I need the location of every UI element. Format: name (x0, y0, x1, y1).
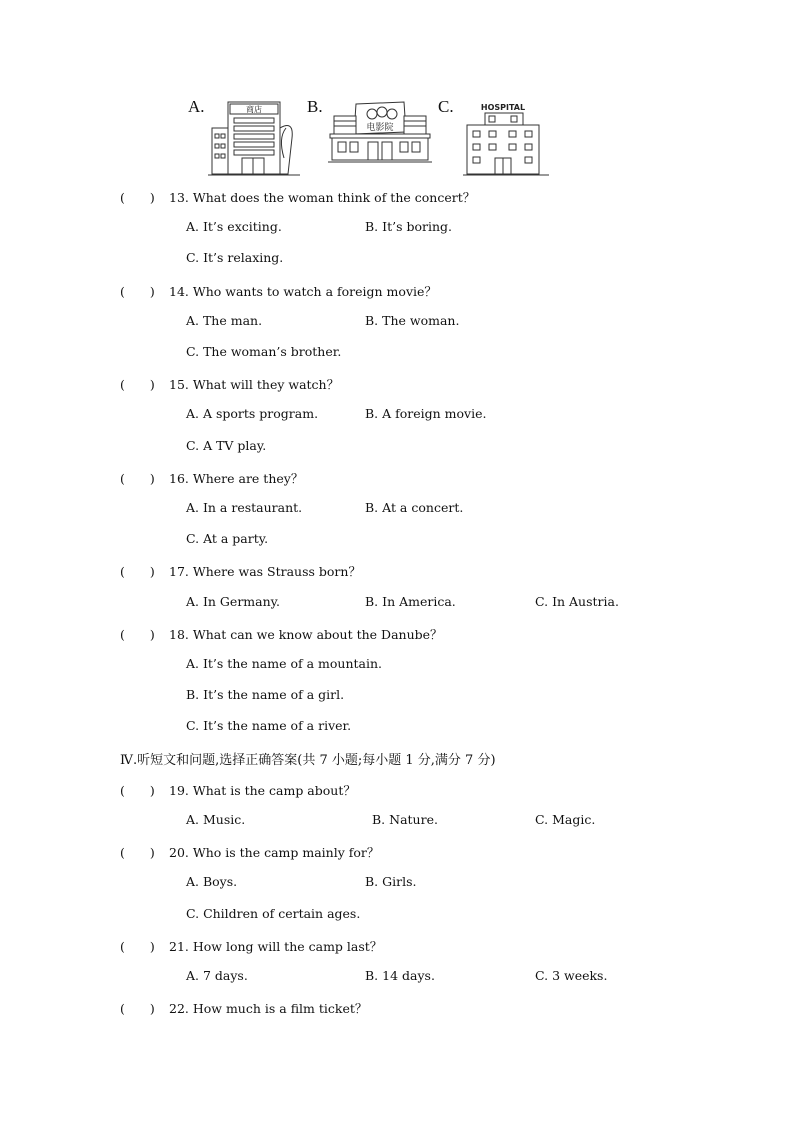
question-16-option-a: A. In a restaurant. (186, 500, 303, 515)
question-21-text: 21. How long will the camp last？ (169, 939, 383, 954)
question-19-option-c: C. Magic. (535, 812, 596, 827)
question-15-option-b: B. A foreign movie. (365, 406, 487, 421)
question-13-bracket: ( ) (120, 190, 155, 205)
question-18-option-b: B. It’s the name of a girl. (186, 687, 345, 702)
option-a-letter: A. (188, 97, 205, 116)
question-14-text: 14. Who wants to watch a foreign movie？ (169, 284, 437, 299)
question-15-text: 15. What will they watch？ (169, 377, 340, 392)
shop-building-icon (208, 98, 300, 178)
question-21-option-c: C. 3 weeks. (535, 968, 608, 983)
question-19-text: 19. What is the camp about？ (169, 783, 356, 798)
question-13-option-c: C. It’s relaxing. (186, 250, 284, 265)
question-17-text: 17. Where was Strauss born？ (169, 564, 361, 579)
question-16-option-c: C. At a party. (186, 531, 269, 546)
question-20-bracket: ( ) (120, 845, 155, 860)
question-16-bracket: ( ) (120, 471, 155, 486)
question-17-option-c: C. In Austria. (535, 594, 619, 609)
question-21-option-a: A. 7 days. (186, 968, 248, 983)
question-18-text: 18. What can we know about the Danube？ (169, 627, 443, 642)
cinema-sign-text: 电影院 (366, 123, 394, 133)
question-19-option-b: B. Nature. (372, 812, 438, 827)
hospital-building-icon (463, 100, 553, 178)
question-19-bracket: ( ) (120, 783, 155, 798)
question-18-option-a: A. It’s the name of a mountain. (186, 656, 382, 671)
question-17-option-b: B. In America. (365, 594, 456, 609)
question-22-bracket: ( ) (120, 1001, 155, 1016)
question-22-text: 22. How much is a film ticket？ (169, 1001, 368, 1016)
question-14-option-c: C. The woman’s brother. (186, 344, 342, 359)
option-c-letter: C. (438, 97, 454, 116)
question-17-option-a: A. In Germany. (186, 594, 281, 609)
question-20-option-b: B. Girls. (365, 874, 417, 889)
question-13-option-b: B. It’s boring. (365, 219, 452, 234)
question-14-option-b: B. The woman. (365, 313, 460, 328)
question-16-text: 16. Where are they？ (169, 471, 304, 486)
question-20-option-a: A. Boys. (186, 874, 238, 889)
question-16-option-b: B. At a concert. (365, 500, 464, 515)
hospital-sign-text: HOSPITAL (480, 103, 526, 112)
shop-sign-text: 商店 (246, 105, 262, 114)
question-21-bracket: ( ) (120, 939, 155, 954)
question-18-option-c: C. It’s the name of a river. (186, 718, 352, 733)
question-15-option-a: A. A sports program. (186, 406, 319, 421)
question-21-option-b: B. 14 days. (365, 968, 435, 983)
question-20-option-c: C. Children of certain ages. (186, 906, 361, 921)
question-19-option-a: A. Music. (186, 812, 246, 827)
cinema-building-icon (328, 100, 432, 164)
question-18-bracket: ( ) (120, 627, 155, 642)
question-15-option-c: C. A TV play. (186, 438, 267, 453)
question-14-option-a: A. The man. (186, 313, 263, 328)
section-iv-heading: Ⅳ.听短文和问题,选择正确答案(共 7 小题;每小题 1 分,满分 7 分) (120, 753, 496, 768)
question-13-option-a: A. It’s exciting. (186, 219, 282, 234)
option-b-letter: B. (307, 97, 323, 116)
question-15-bracket: ( ) (120, 377, 155, 392)
question-20-text: 20. Who is the camp mainly for？ (169, 845, 380, 860)
question-17-bracket: ( ) (120, 564, 155, 579)
question-13-text: 13. What does the woman think of the concert？ (169, 190, 476, 205)
question-14-bracket: ( ) (120, 284, 155, 299)
